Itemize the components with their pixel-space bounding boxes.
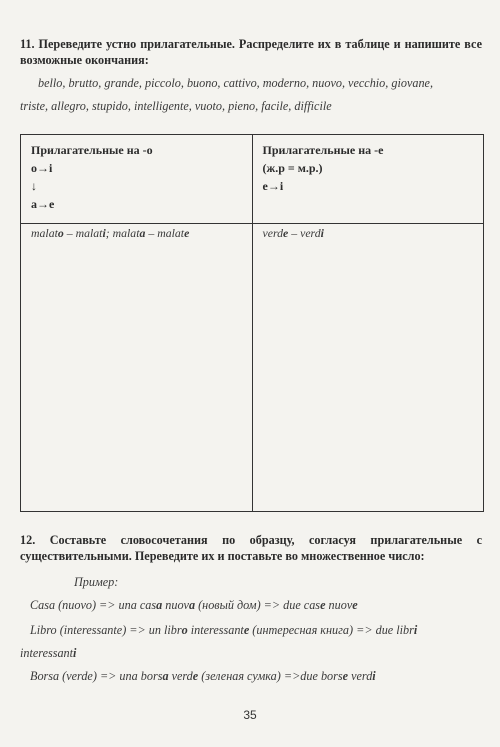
ex-text: verd xyxy=(168,669,193,683)
task-12-heading: 12. Составьте словосочетания по образцу, согласуя прилагательные с существительными. Переведите их и поставьте во множественное число: xyxy=(20,533,482,563)
ex-ending: a xyxy=(162,669,169,683)
header-cell-o xyxy=(21,135,253,224)
example-e xyxy=(253,224,484,243)
ex-text: nuov xyxy=(325,598,353,612)
adjective-list-text-2: triste, allegro, stupido, intelligente, vuoto, pieno, facile, difficile xyxy=(20,99,332,113)
example-line-1 xyxy=(30,598,500,613)
adjective-table xyxy=(20,134,484,512)
page-number: 35 xyxy=(243,708,257,722)
header-e-title: Прилагательные на -е xyxy=(262,143,384,157)
answer-cell-e[interactable] xyxy=(252,224,484,512)
ex-ending: a xyxy=(156,598,163,612)
ex-text: interessant xyxy=(20,646,74,660)
ex-ending: a xyxy=(188,598,196,612)
header-o-title: Прилагательные на -о xyxy=(31,143,153,157)
ex-ending: e xyxy=(352,598,358,612)
adjective-list-line-1 xyxy=(20,72,482,95)
ex-ending: i xyxy=(413,623,418,637)
ex-o-part: – malat xyxy=(63,226,103,240)
ex-text: (зеленая сумка) =>due bors xyxy=(198,669,343,683)
ex-o-part: – malat xyxy=(145,226,185,240)
ex-text: (новый дом) => due cas xyxy=(195,598,321,612)
adjective-list-text-1: bello, brutto, grande, piccolo, buono, cattivo, moderno, nuovo, vecchio, giovane, xyxy=(38,76,433,90)
ex-o-ending: i xyxy=(102,226,106,240)
ex-o-ending: o xyxy=(57,226,64,240)
ex-ending: e xyxy=(243,623,250,637)
answer-cell-o[interactable] xyxy=(21,224,253,512)
header-e-rule: e→i xyxy=(262,179,284,193)
task-11-heading: 11. Переведите устно прилагательные. Распределите их в таблице и напишите все возможные окончания: xyxy=(20,37,482,67)
ex-e-ending: i xyxy=(320,226,324,240)
ex-ending: e xyxy=(320,598,326,612)
adjective-list-line-2 xyxy=(20,95,482,118)
ex-o-part: ; malat xyxy=(105,226,140,240)
ex-text: verd xyxy=(348,669,373,683)
ex-ending: e xyxy=(192,669,199,683)
ex-text: Libro (interessante) => un libr xyxy=(30,623,182,637)
ex-text: Casa (nuovo) => una cas xyxy=(30,598,157,612)
ex-e-part: – verd xyxy=(288,226,321,240)
example-line-2-cont xyxy=(20,646,490,661)
ex-ending: o xyxy=(181,623,188,637)
example-line-3 xyxy=(30,669,500,684)
ex-o-part: malat xyxy=(31,226,58,240)
ex-text: (интересная книга) => due libr xyxy=(249,623,414,637)
down-arrow-icon: ↓ xyxy=(31,179,37,193)
ex-e-part: verd xyxy=(262,226,284,240)
header-e-note: (ж.р = м.р.) xyxy=(262,161,323,175)
ex-ending: e xyxy=(342,669,349,683)
example-line-2 xyxy=(30,623,500,638)
ex-text: nuov xyxy=(162,598,189,612)
ex-o-ending: a xyxy=(139,226,146,240)
header-cell-e xyxy=(252,135,484,224)
ex-text: Borsa (verde) => una bors xyxy=(30,669,163,683)
ex-ending: i xyxy=(73,646,77,660)
ex-e-ending: e xyxy=(283,226,289,240)
ex-text: interessant xyxy=(187,623,244,637)
example-label: Пример: xyxy=(74,575,119,589)
example-o xyxy=(21,224,252,243)
header-o-rule-fem: a→e xyxy=(31,197,55,211)
header-o-rule: о→i xyxy=(31,161,53,175)
ex-o-ending: e xyxy=(184,226,190,240)
ex-ending: i xyxy=(372,669,376,683)
